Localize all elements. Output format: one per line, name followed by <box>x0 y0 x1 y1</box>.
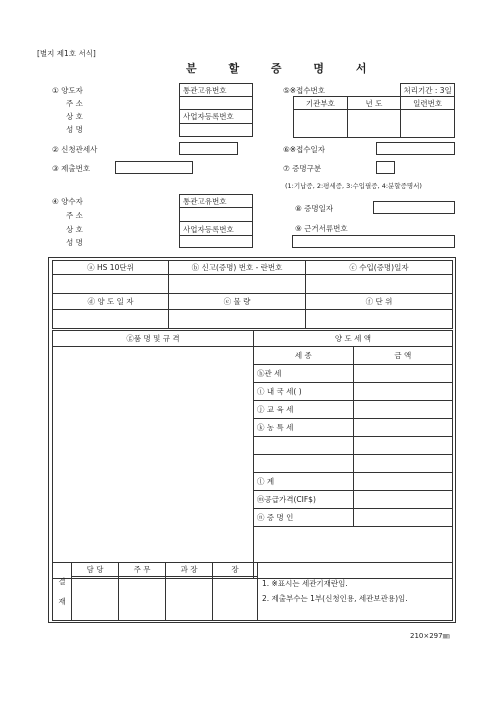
transferor-address-label: 주 소 <box>66 99 83 108</box>
submission-no-label: ③ 제출번호 <box>52 164 91 173</box>
approval-sign-1[interactable] <box>72 577 119 621</box>
transferee-label: ④ 양수자 <box>52 197 83 206</box>
internal-tax-label: ⓘ 내 국 세( ) <box>254 383 354 401</box>
total-label: ⓛ 계 <box>254 473 354 491</box>
transferee-name-label: 성 명 <box>66 238 83 247</box>
approval-side-label <box>53 563 72 621</box>
receipt-table <box>293 83 455 138</box>
transferor-company-label: 상 호 <box>66 112 83 121</box>
blank-tax-label-2 <box>254 455 354 473</box>
amount-header: 금 액 <box>353 347 453 365</box>
transferor-label: ① 양도자 <box>52 86 83 95</box>
approval-col-2: 주 무 <box>119 563 166 577</box>
doc-no-label: ⑨ 근거서류번호 <box>295 224 348 233</box>
rural-tax-amount[interactable] <box>353 419 453 437</box>
certifier-cell[interactable] <box>353 509 453 527</box>
receipt-org-code: 기관부호 <box>294 97 348 110</box>
transferee-company-label: 상 호 <box>66 225 83 234</box>
cert-type-note: (1:기납증, 2:평세증, 3:수입필증, 4:분할증명서) <box>285 182 422 190</box>
hs-header: ⓐ HS 10단위 <box>53 261 169 275</box>
cert-type-label: ⑦ 증명구분 <box>283 164 322 173</box>
approval-table <box>52 562 453 621</box>
tax-type-header: 세 종 <box>254 347 354 365</box>
customs-duty-label: ⓗ관 세 <box>254 365 354 383</box>
page-title: 분 할 증 명 서 <box>186 62 381 75</box>
quantity-header: ⓔ 물 량 <box>169 294 306 310</box>
transfer-date-header: ⓓ 양 도 일 자 <box>53 294 169 310</box>
paper-size: 210×297㎜ <box>410 632 450 640</box>
form-code: [별지 제1호 서식] <box>37 49 96 58</box>
transferor-customs-id-label: 통관고유번호 <box>183 86 227 95</box>
hs-cell[interactable] <box>53 275 169 294</box>
receipt-number-label: ⑤※접수번호 <box>283 86 325 95</box>
supply-price-amount[interactable] <box>353 491 453 509</box>
cert-type-input[interactable] <box>376 161 395 174</box>
blank-tax-label <box>254 437 354 455</box>
cert-date-label: ⑧ 증명일자 <box>295 204 334 213</box>
approval-col-1: 담 당 <box>72 563 119 577</box>
applicant-customs-input[interactable] <box>179 142 238 155</box>
certifier-label: ⓝ 증 명 인 <box>254 509 354 527</box>
approval-sign-2[interactable] <box>119 577 166 621</box>
notes-cell <box>258 563 453 621</box>
receipt-year-cell[interactable] <box>347 110 401 138</box>
quantity-cell[interactable] <box>169 310 306 329</box>
note-1: 1. ※표시는 세관기재란임. <box>262 579 348 589</box>
transferor-biz-reg-label: 사업자등록번호 <box>183 112 234 121</box>
import-date-header: ⓒ 수입(증명)일자 <box>306 261 453 275</box>
receipt-serial-cell[interactable] <box>401 110 455 138</box>
transferor-name-label: 성 명 <box>66 125 83 134</box>
unit-header: ⓕ 단 위 <box>306 294 453 310</box>
note-2: 2. 제출부수는 1부(신청인용, 세관보관용)임. <box>262 593 408 603</box>
receipt-date-label: ⑥※접수일자 <box>283 145 325 154</box>
applicant-customs-label: ② 신청관세사 <box>52 145 98 154</box>
receipt-period: 처리기간 : 3일 <box>401 84 455 97</box>
transferor-id-divider-2 <box>179 123 253 124</box>
education-tax-amount[interactable] <box>353 401 453 419</box>
transferee-biz-reg-label: 사업자등록번호 <box>183 225 234 234</box>
import-date-cell[interactable] <box>306 275 453 294</box>
tax-amount-header: 양 도 세 액 <box>254 331 453 347</box>
receipt-org-code-cell[interactable] <box>294 110 348 138</box>
unit-cell[interactable] <box>306 310 453 329</box>
transferee-customs-id-label: 통관고유번호 <box>183 197 227 206</box>
internal-tax-amount[interactable] <box>353 383 453 401</box>
approval-side-1: 결 <box>58 577 66 586</box>
total-amount[interactable] <box>353 473 453 491</box>
customs-duty-amount[interactable] <box>353 365 453 383</box>
approval-side-2: 재 <box>58 596 66 606</box>
submission-no-input[interactable] <box>115 161 193 174</box>
rural-tax-label: ⓚ 농 특 세 <box>254 419 354 437</box>
decl-no-cell[interactable] <box>169 275 306 294</box>
grid-top-table <box>52 260 453 329</box>
receipt-date-input[interactable] <box>376 142 455 155</box>
transferee-id-divider-2 <box>179 235 253 236</box>
supply-price-label: ⓜ공급가격(CIF$) <box>254 491 354 509</box>
transferor-id-divider <box>179 96 253 110</box>
transferee-id-divider <box>179 207 253 222</box>
goods-cell[interactable] <box>53 347 254 579</box>
goods-header: ⓖ품 명 및 규 격 <box>53 331 254 347</box>
decl-no-header: ⓑ 신고(증명) 번호 - 란번호 <box>169 261 306 275</box>
approval-col-4: 장 <box>213 563 258 577</box>
cert-date-input[interactable] <box>373 201 455 214</box>
approval-sign-3[interactable] <box>166 577 213 621</box>
transferee-address-label: 주 소 <box>66 211 83 220</box>
receipt-serial: 일련번호 <box>401 97 455 110</box>
blank-tax-amount[interactable] <box>353 437 453 455</box>
blank-tax-amount-2[interactable] <box>353 455 453 473</box>
approval-sign-4[interactable] <box>213 577 258 621</box>
goods-tax-table <box>52 330 453 579</box>
transfer-date-cell[interactable] <box>53 310 169 329</box>
education-tax-label: ⓙ 교 육 세 <box>254 401 354 419</box>
receipt-year: 년 도 <box>347 97 401 110</box>
approval-col-3: 과 장 <box>166 563 213 577</box>
doc-no-input[interactable] <box>292 235 455 248</box>
